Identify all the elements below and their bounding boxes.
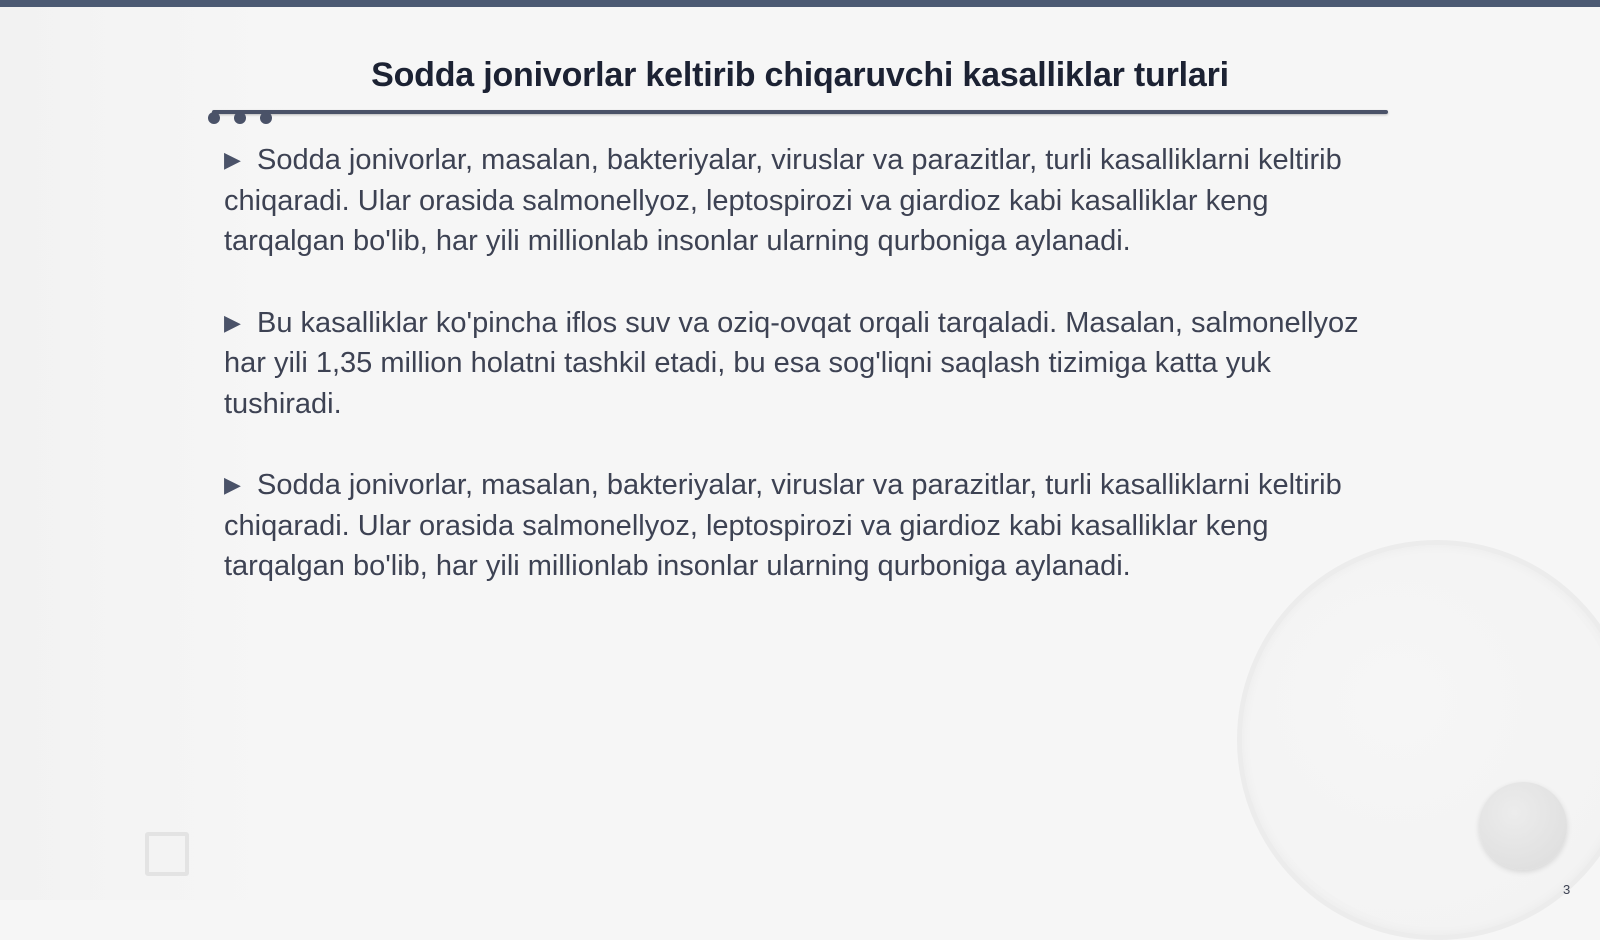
decor-small-circle — [1479, 782, 1567, 870]
slide-title: Sodda jonivorlar keltirib chiqaruvchi kasalliklar turlari — [371, 56, 1229, 94]
bullet-arrow-icon: ▶ — [224, 309, 241, 335]
bullet-list — [224, 140, 1364, 628]
decor-dot — [234, 112, 246, 124]
bullet-paragraph — [224, 465, 1364, 587]
paragraph-text: Bu kasalliklar ko'pincha iflos suv va oziq-ovqat orqali tarqaladi. Masalan, salmonellyoz har yili 1,35 million holatni tashkil etadi, bu esa sog'liqni saqlash tizimiga katta yuk tushiradi. — [224, 306, 1359, 420]
paragraph-text: Sodda jonivorlar, masalan, bakteriyalar, viruslar va parazitlar, turli kasalliklarni keltirib chiqaradi. Ular orasida salmonellyoz, leptospirozi va giardioz kabi kasalliklar keng tarqalgan bo'lib, har yili millionlab insonlar ularning qurboniga aylanadi. — [224, 144, 1342, 257]
page-number: 3 — [1563, 882, 1571, 897]
bullet-paragraph — [224, 303, 1364, 425]
decor-dot — [260, 112, 272, 124]
top-accent-bar — [0, 0, 1600, 7]
bullet-arrow-icon: ▶ — [224, 147, 241, 172]
bullet-paragraph — [224, 140, 1364, 262]
decor-dot — [208, 112, 220, 124]
title-underline — [212, 110, 1388, 114]
paragraph-text: Sodda jonivorlar, masalan, bakteriyalar, viruslar va parazitlar, turli kasalliklarni keltirib chiqaradi. Ular orasida salmonellyoz, leptospirozi va giardioz kabi kasalliklar keng tarqalgan bo'lib, har yili millionlab insonlar ularning qurboniga aylanadi. — [224, 469, 1342, 582]
bullet-arrow-icon: ▶ — [224, 472, 241, 497]
decor-square — [145, 832, 189, 876]
